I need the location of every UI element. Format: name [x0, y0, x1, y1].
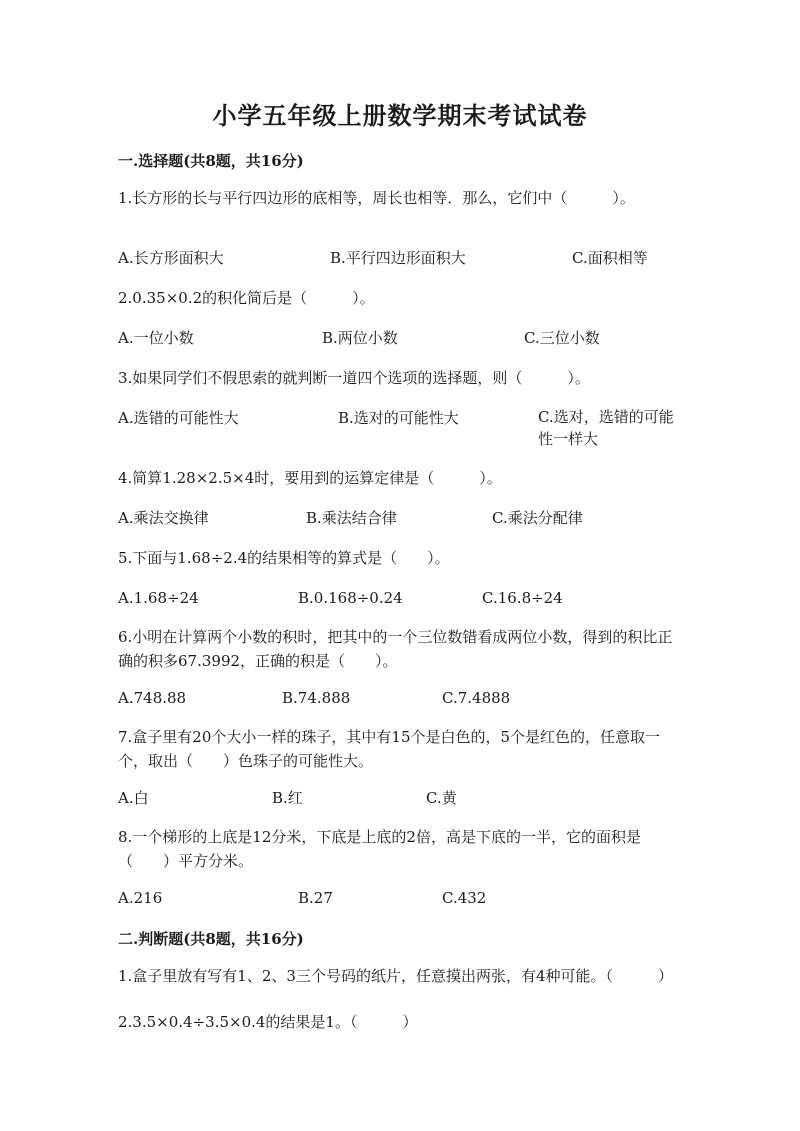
- option-b: B.0.168÷0.24: [298, 589, 403, 607]
- option-c: C.16.8÷24: [482, 589, 563, 607]
- question-text: 2.3.5×0.4÷3.5×0.4的结果是1。（ ）: [118, 1013, 418, 1031]
- options-row: [118, 406, 678, 448]
- option-a: A.一位小数: [118, 329, 194, 347]
- option-a: A.乘法交换律: [118, 509, 209, 527]
- option-c: C.选对，选错的可能性一样大: [538, 408, 674, 448]
- option-b: B.乘法结合律: [306, 509, 397, 527]
- option-a: A.长方形面积大: [118, 249, 224, 267]
- option-b: B.选对的可能性大: [338, 409, 459, 427]
- options-row: [118, 886, 678, 910]
- question-text: 1.盒子里放有写有1、2、3三个号码的纸片，任意摸出两张，有4种可能。（ ）: [118, 967, 673, 985]
- option-a: A.216: [118, 889, 163, 907]
- option-b: B.红: [272, 789, 303, 807]
- question-text: 5.下面与1.68÷2.4的结果相等的算式是（ ）。: [118, 549, 450, 567]
- option-c: C.432: [442, 889, 487, 907]
- option-b: B.两位小数: [322, 329, 398, 347]
- section-heading-judge: 二.判断题(共8题，共16分): [118, 930, 304, 948]
- option-a: A.白: [118, 789, 149, 807]
- option-c: C.三位小数: [524, 329, 600, 347]
- options-row: [118, 506, 678, 530]
- question-text: 7.盒子里有20个大小一样的珠子，其中有15个是白色的，5个是红色的，任意取一个，取出（ ）色珠子的可能性大。: [118, 728, 661, 770]
- option-c: C.面积相等: [572, 249, 648, 267]
- exam-title: 小学五年级上册数学期末考试试卷: [212, 101, 588, 130]
- options-row: [118, 326, 678, 350]
- options-row: [118, 686, 678, 710]
- question-text: 8.一个梯形的上底是12分米，下底是上底的2倍，高是下底的一半，它的面积是（ ）平方分米。: [118, 828, 641, 870]
- option-c: C.7.4888: [442, 689, 511, 707]
- option-a: A.选错的可能性大: [118, 409, 239, 427]
- option-a: A.748.88: [118, 689, 187, 707]
- option-c: C.黄: [426, 789, 457, 807]
- question-text: 1.长方形的长与平行四边形的底相等，周长也相等．那么，它们中（ ）。: [118, 189, 635, 207]
- options-row: [118, 246, 678, 270]
- option-b: B.74.888: [282, 689, 351, 707]
- option-c: C.乘法分配律: [492, 509, 583, 527]
- option-b: B.平行四边形面积大: [330, 249, 466, 267]
- option-b: B.27: [298, 889, 333, 907]
- question-text: 6.小明在计算两个小数的积时，把其中的一个三位数错看成两位小数，得到的积比正确的积多67.3992，正确的积是（ ）。: [118, 628, 673, 670]
- options-row: [118, 786, 678, 810]
- question-text: 4.简算1.28×2.5×4时，要用到的运算定律是（ ）。: [118, 469, 502, 487]
- question-text: 3.如果同学们不假思索的就判断一道四个选项的选择题，则（ ）。: [118, 369, 590, 387]
- options-row: [118, 586, 678, 610]
- section-heading-choice: 一.选择题(共8题，共16分): [118, 152, 304, 170]
- option-a: A.1.68÷24: [118, 589, 199, 607]
- question-text: 2.0.35×0.2的积化简后是（ ）。: [118, 289, 375, 307]
